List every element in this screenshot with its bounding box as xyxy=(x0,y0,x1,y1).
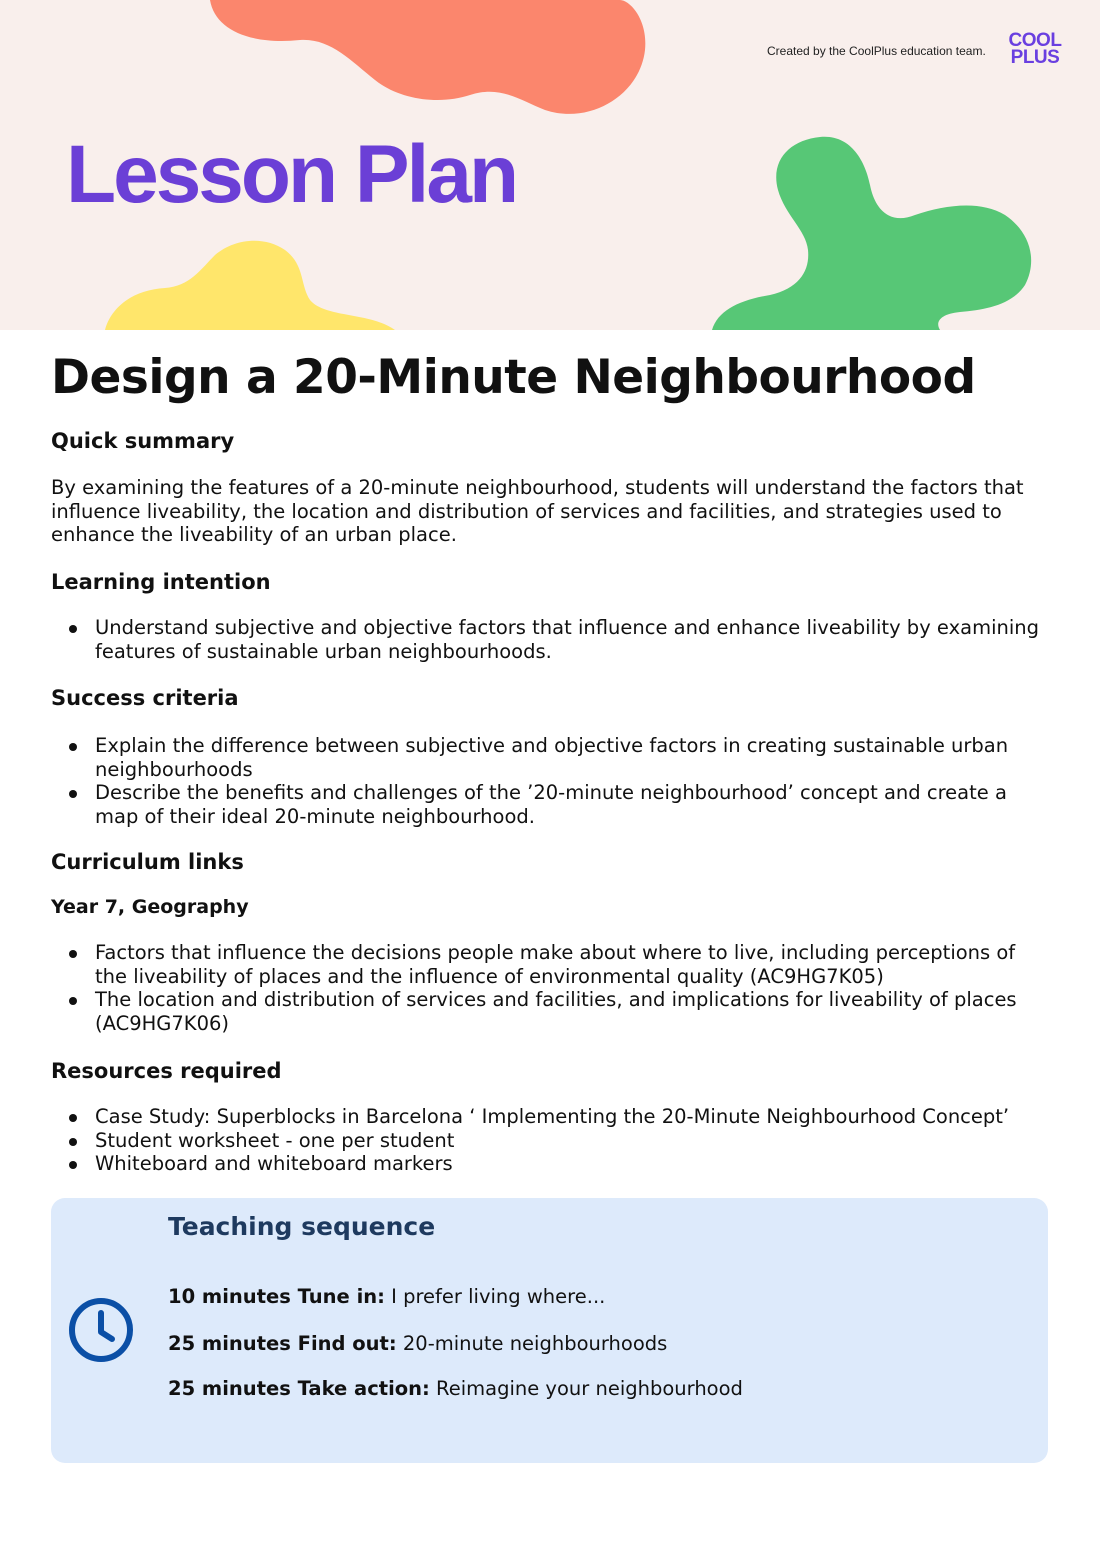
curriculum-subheading: Year 7, Geography xyxy=(51,896,249,918)
quick-summary-text: By examining the features of a 20-minute neighbourhood, students will understand the factors that influence liveability, the location and distribution of services and facilities, and strategies used to enhance the liveability of an urban place. xyxy=(51,476,1024,546)
sequence-step-label: 25 minutes Find out: xyxy=(168,1332,397,1355)
logo-line-1: COOL xyxy=(1008,30,1062,51)
page-title: Design a 20-Minute Neighbourhood xyxy=(51,350,976,405)
sequence-step-text: 20-minute neighbourhoods xyxy=(402,1332,668,1355)
sequence-step-text: Reimagine your neighbourhood xyxy=(436,1377,743,1400)
resources-heading: Resources required xyxy=(51,1059,282,1083)
sequence-step-label: 25 minutes Take action: xyxy=(168,1377,430,1400)
clock-icon xyxy=(67,1296,135,1364)
success-criteria-list xyxy=(51,734,1051,828)
list-item: Whiteboard and whiteboard markers xyxy=(51,1152,1051,1176)
sequence-step xyxy=(168,1377,743,1400)
banner-title: Lesson Plan xyxy=(66,129,517,220)
coral-blob-shape xyxy=(210,0,645,114)
curriculum-heading: Curriculum links xyxy=(51,850,244,874)
learning-intention-list xyxy=(51,616,1051,663)
sequence-step xyxy=(168,1285,605,1308)
curriculum-list xyxy=(51,941,1051,1035)
yellow-blob-shape xyxy=(105,241,395,330)
list-item: Case Study: Superblocks in Barcelona ‘ Implementing the 20-Minute Neighbourhood Concept’ xyxy=(51,1105,1051,1129)
sequence-step-text: I prefer living where... xyxy=(391,1285,606,1308)
list-item: Factors that influence the decisions people make about where to live, including perceptions of the liveability of places and the influence of environmental quality (AC9HG7K05) xyxy=(51,941,1051,988)
list-item: Student worksheet - one per student xyxy=(51,1129,1051,1153)
sequence-step-label: 10 minutes Tune in: xyxy=(168,1285,385,1308)
teaching-sequence-heading: Teaching sequence xyxy=(168,1212,436,1241)
list-item: Understand subjective and objective factors that influence and enhance liveability by examining features of sustainable urban neighbourhoods. xyxy=(51,616,1051,663)
quick-summary-heading: Quick summary xyxy=(51,429,235,453)
green-blob-shape xyxy=(712,137,1031,330)
resources-list xyxy=(51,1105,1051,1176)
list-item: Explain the difference between subjective and objective factors in creating sustainable urban neighbourhoods xyxy=(51,734,1051,781)
success-criteria-heading: Success criteria xyxy=(51,686,239,710)
credit-text: Created by the CoolPlus education team. xyxy=(767,44,986,58)
sequence-step xyxy=(168,1332,667,1355)
teaching-sequence-box xyxy=(51,1198,1048,1463)
learning-intention-heading: Learning intention xyxy=(51,570,271,594)
list-item: The location and distribution of services and facilities, and implications for liveability of places (AC9HG7K06) xyxy=(51,988,1051,1035)
logo-line-2: PLUS xyxy=(1010,47,1060,68)
list-item: Describe the benefits and challenges of the ’20-minute neighbourhood’ concept and create a map of their ideal 20-minute neighbourhood. xyxy=(51,781,1051,828)
coolplus-logo xyxy=(1003,32,1067,66)
header-banner xyxy=(0,0,1100,330)
